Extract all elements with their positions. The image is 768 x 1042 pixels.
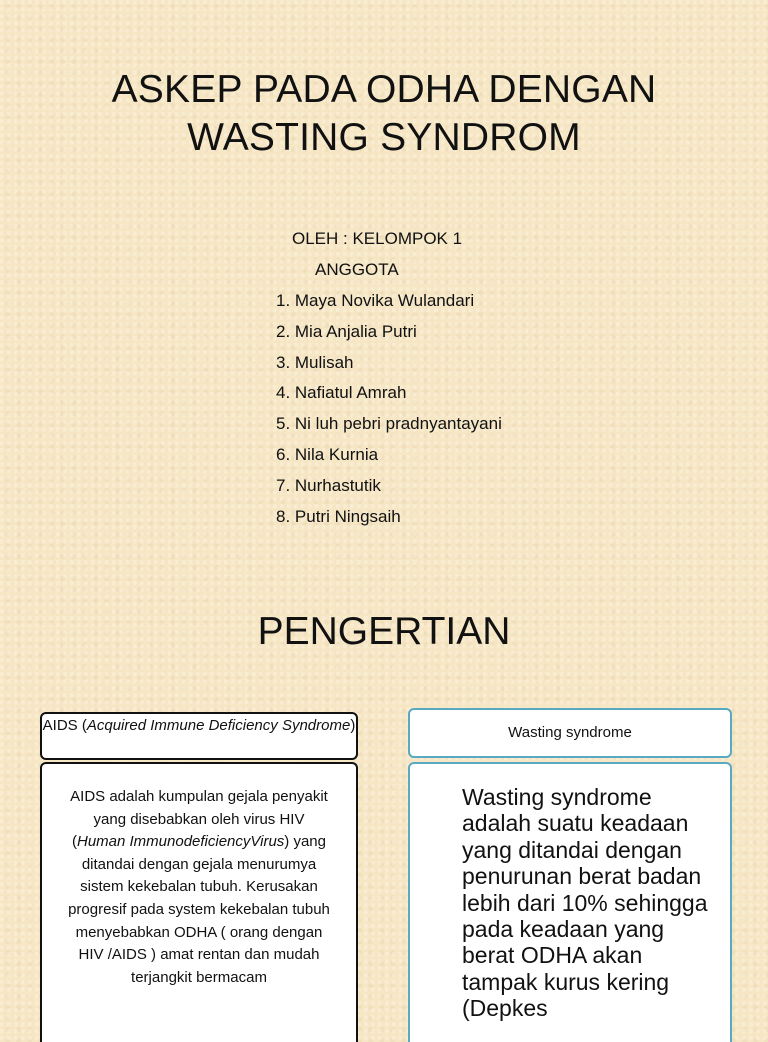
aids-body-part1: AIDS adalah kumpulan gejala penyakit yang disebabkan oleh virus HIV ( xyxy=(70,788,328,851)
aids-header-prefix: AIDS ( xyxy=(42,717,87,734)
list-item: 7. Nurhastutik xyxy=(276,475,381,495)
aids-body-part2: ) yang ditandai dengan gejala menurumya sistem kekebalan tubuh. Kerusakan progresif pada system kekebalan tubuh menyebabkan ODHA ( orang dengan HIV /AIDS ) amat rentan dan mudah terjangkit bermacam xyxy=(68,833,330,986)
aids-box-header xyxy=(40,712,358,760)
list-item: 6. Nila Kurnia xyxy=(276,444,379,464)
list-item: 3. Mulisah xyxy=(276,352,354,372)
list-item: 5. Ni luh pebri pradnyantayani xyxy=(276,414,502,434)
members-label: ANGGOTA xyxy=(315,260,399,279)
aids-box-body xyxy=(40,762,358,1042)
title-line-1: ASKEP PADA ODHA DENGAN xyxy=(111,68,657,111)
aids-header-suffix: ) xyxy=(350,717,356,734)
list-item: 2. Mia Anjalia Putri xyxy=(276,321,417,341)
group-byline: OLEH : KELOMPOK 1 xyxy=(292,229,463,248)
list-item: 4. Nafiatul Amrah xyxy=(276,383,407,403)
title-line-2: WASTING SYNDROM xyxy=(187,116,581,159)
definition-slide xyxy=(0,560,768,1024)
slide-title: PENGERTIAN xyxy=(257,610,511,653)
wasting-box-body: Wasting syndrome adalah suatu keadaan yang ditandai dengan penurunan berat badan lebih dari 10% sehingga pada keadaan yang berat ODHA akan tampak kurus kering (Depkes xyxy=(408,762,732,1042)
aids-body-italic: Human ImmunodeficiencyVirus xyxy=(76,833,285,851)
slide-title xyxy=(0,66,768,162)
list-item: 1. Maya Novika Wulandari xyxy=(276,291,475,310)
wasting-box-header: Wasting syndrome xyxy=(408,708,732,758)
list-item: 8. Putri Ningsaih xyxy=(276,506,401,526)
members-list xyxy=(276,288,502,534)
aids-header-italic: Acquired Immune Deficiency Syndrome xyxy=(86,717,351,734)
